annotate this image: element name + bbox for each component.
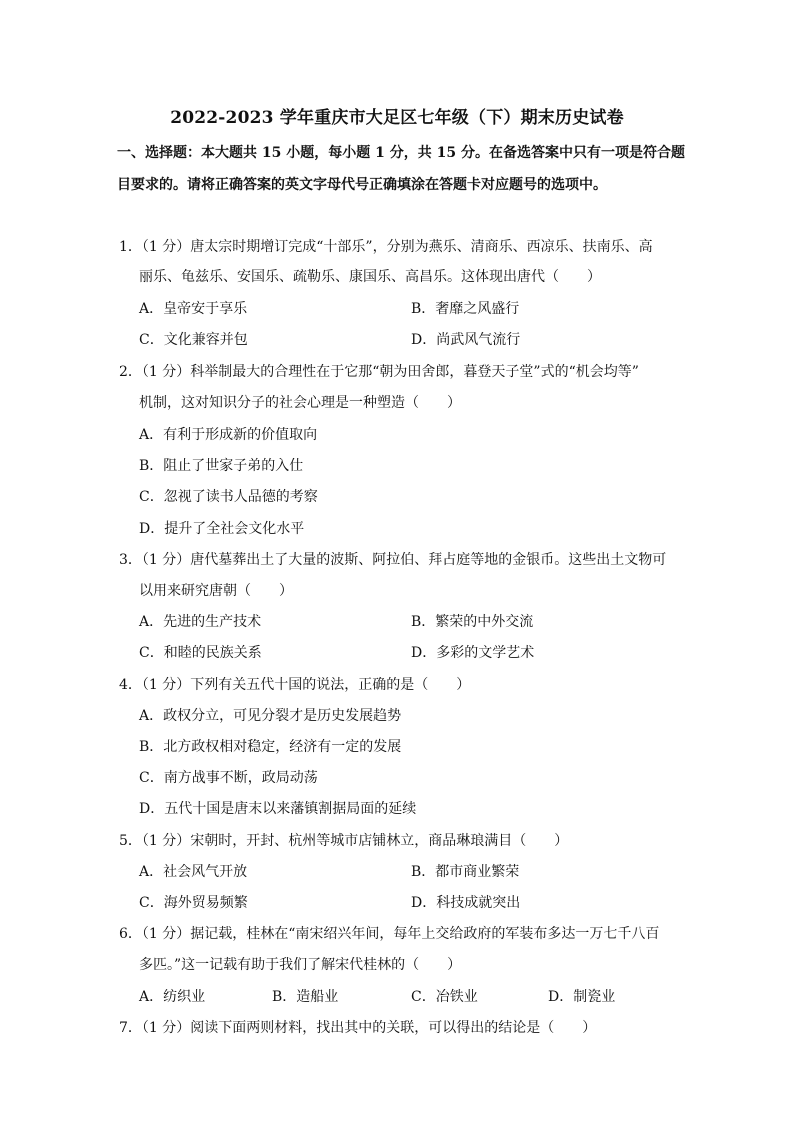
question-2-option-a: A．有利于形成新的价值取向 [139, 427, 318, 443]
question-5-option-a: A．社会风气开放 [139, 864, 248, 880]
question-3-option-b: B．繁荣的中外交流 [411, 614, 534, 630]
question-4-option-d: D．五代十国是唐末以来藩镇割据局面的延续 [139, 801, 417, 817]
question-4-option-c: C．南方战事不断，政局动荡 [139, 770, 318, 786]
question-3-option-d: D．多彩的文学艺术 [411, 645, 535, 661]
question-6-option-c: C．冶铁业 [411, 989, 478, 1005]
question-2-option-c: C．忽视了读书人品德的考察 [139, 489, 318, 505]
page-title: 2022-2023 学年重庆市大足区七年级（下）期末历史试卷 [170, 108, 624, 128]
question-4-stem-line1: 4．（1 分）下列有关五代十国的说法，正确的是（ ） [119, 677, 471, 693]
question-3-option-a: A．先进的生产技术 [139, 614, 262, 630]
question-1-option-a: A．皇帝安于享乐 [139, 301, 248, 317]
question-4-option-b: B．北方政权相对稳定，经济有一定的发展 [139, 739, 402, 755]
question-3-stem-line2: 以用来研究唐朝（ ） [139, 583, 293, 599]
question-6-stem-line1: 6．（1 分）据记载，桂林在“南宋绍兴年间，每年上交给政府的军装布多达一万七千八百 [119, 926, 660, 942]
question-6-option-d: D．制瓷业 [548, 989, 616, 1005]
question-5-stem-line1: 5．（1 分）宋朝时，开封、杭州等城市店铺林立，商品琳琅满目（ ） [119, 833, 569, 849]
question-2-option-b: B．阻止了世家子弟的入仕 [139, 458, 304, 474]
question-6-option-b: B．造船业 [272, 989, 339, 1005]
section-instruction-line1: 一、选择题：本大题共 15 小题，每小题 1 分，共 15 分。在备选答案中只有一项是符合题 [117, 145, 685, 161]
question-3-stem-line1: 3．（1 分）唐代墓葬出土了大量的波斯、阿拉伯、拜占庭等地的金银币。这些出土文物可 [119, 552, 667, 568]
question-1-option-d: D．尚武风气流行 [411, 332, 521, 348]
question-1-option-c: C．文化兼容并包 [139, 332, 248, 348]
section-instruction-line2: 目要求的。请将正确答案的英文字母代号正确填涂在答题卡对应题号的选项中。 [117, 177, 607, 193]
question-6-option-a: A．纺织业 [139, 989, 206, 1005]
question-4-option-a: A．政权分立，可见分裂才是历史发展趋势 [139, 708, 402, 724]
question-6-stem-line2: 多匹。”这一记载有助于我们了解宋代桂林的（ ） [139, 957, 462, 973]
question-2-stem-line2: 机制，这对知识分子的社会心理是一种塑造（ ） [139, 395, 461, 411]
question-1-option-b: B．奢靡之风盛行 [411, 301, 520, 317]
question-7-stem-line1: 7．（1 分）阅读下面两则材料，找出其中的关联，可以得出的结论是（ ） [119, 1020, 597, 1036]
question-5-option-c: C．海外贸易频繁 [139, 895, 248, 911]
question-5-option-d: D．科技成就突出 [411, 895, 521, 911]
question-2-stem-line1: 2．（1 分）科举制最大的合理性在于它那“朝为田舍郎，暮登天子堂”式的“机会均等” [119, 364, 639, 380]
question-1-stem-line2: 丽乐、龟兹乐、安国乐、疏勒乐、康国乐、高昌乐。这体现出唐代（ ） [139, 269, 601, 285]
question-1-stem-line1: 1．（1 分）唐太宗时期增订完成“十部乐”，分别为燕乐、清商乐、西凉乐、扶南乐、高 [119, 239, 653, 255]
question-2-option-d: D．提升了全社会文化水平 [139, 521, 305, 537]
question-5-option-b: B．都市商业繁荣 [411, 864, 520, 880]
question-3-option-c: C．和睦的民族关系 [139, 645, 262, 661]
